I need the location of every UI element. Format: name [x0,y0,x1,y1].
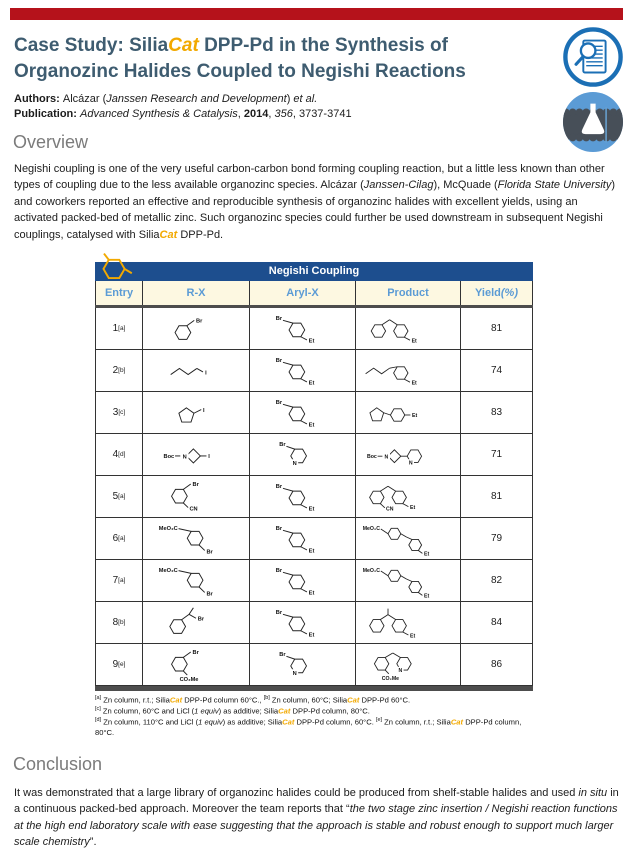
rx-structure-cell [143,392,250,433]
svg-text:N: N [292,671,297,678]
col-header-rx: R-X [143,281,250,305]
svg-text:Et: Et [308,380,314,387]
authors-line: Authors: Alcázar (Janssen Research and Development) et al. [14,93,318,105]
conclusion-heading: Conclusion [13,754,103,774]
col-header-product: Product [356,281,461,305]
svg-text:N: N [292,461,297,468]
structure-p6 [356,563,460,598]
svg-text:Et: Et [409,633,416,640]
yield-cell: 83 [490,407,503,418]
svg-text:CN: CN [386,506,394,513]
svg-text:Et: Et [308,590,314,597]
rx-structure-cell [143,644,250,685]
entry-cell: 9 [e] [96,644,143,685]
product-structure-cell [356,602,461,643]
structure-mbzbr [148,519,244,557]
yield-cell: 82 [490,575,503,586]
svg-text:Br: Br [206,591,213,598]
structure-p5 [356,479,460,514]
arylx-structure-cell [250,518,356,559]
svg-text:Br: Br [275,610,282,617]
structure-etphbr [255,477,351,515]
entry-cell: 8 [b] [96,602,143,643]
rx-structure-cell [143,476,250,517]
svg-text:MeO₂C: MeO₂C [362,568,381,575]
svg-text:MeO₂C: MeO₂C [362,526,381,533]
table-row [95,560,533,602]
structure-p4 [356,437,460,472]
svg-text:Boc: Boc [163,454,175,461]
col-header-yield: Yield (%) [475,287,518,299]
publication-line: Publication: Advanced Synthesis & Catalysis, 2014, 356, 3737-3741 [14,108,352,120]
svg-text:Br: Br [275,526,282,533]
svg-text:Br: Br [275,568,282,575]
col-header-entry: Entry [96,281,143,305]
structure-p3 [356,395,460,430]
svg-text:Br: Br [278,442,286,449]
structure-brpy [255,435,351,473]
structure-etphbr [255,561,351,599]
svg-text:Et: Et [308,506,314,513]
structure-cpi [148,393,244,431]
conclusion-paragraph: It was demonstrated that a large library of organozinc halides could be produced from shelf-stable halides and used in situ in a continuous packed-bed approach. Moreover the team reports that “the two stage zinc insertion / Negishi reaction functions at the high end laboratory scale with ease suggesting that the approach is stable and robust enough to support much larger scale chemistry”. [14,787,619,849]
table-row [95,644,533,686]
structure-p9 [356,647,460,682]
structure-etphbr [255,393,351,431]
arylx-structure-cell [250,476,356,517]
svg-text:Br: Br [275,358,282,365]
rx-structure-cell [143,602,250,643]
product-structure-cell [356,476,461,517]
arylx-structure-cell [250,350,356,391]
table-divider-bottom [95,686,533,691]
svg-text:Boc: Boc [366,454,377,461]
rx-structure-cell [143,560,250,601]
svg-text:Br: Br [197,616,205,623]
top-accent-bar [10,8,623,20]
product-structure-cell [356,434,461,475]
svg-text:N: N [182,454,187,461]
svg-text:MeO₂C: MeO₂C [158,568,178,575]
table-header-row [95,281,533,305]
structure-etphbr [255,309,351,347]
svg-text:I: I [202,408,205,415]
yield-cell: 71 [490,449,503,460]
yield-cell: 81 [490,323,503,334]
product-structure-cell [356,350,461,391]
svg-text:Et: Et [411,380,417,387]
structure-mbzbr [148,561,244,599]
product-structure-cell [356,560,461,601]
structure-brpy [255,645,351,683]
arylx-structure-cell [250,644,356,685]
product-structure-cell [356,308,461,349]
table-row [95,602,533,644]
arylx-structure-cell [250,434,356,475]
product-structure-cell [356,518,461,559]
product-structure-cell [356,644,461,685]
table-body [95,308,533,686]
yield-cell: 81 [490,491,503,502]
structure-etphbr [255,603,351,641]
svg-text:I: I [208,454,210,461]
svg-text:CO₂Me: CO₂Me [381,675,400,682]
svg-text:CN: CN [189,506,198,513]
product-structure-cell [356,392,461,433]
svg-text:Et: Et [411,412,418,419]
entry-cell: 3 [c] [96,392,143,433]
arylx-structure-cell [250,308,356,349]
yield-cell: 74 [490,365,503,376]
arylx-structure-cell [250,560,356,601]
entry-cell: 6 [a] [96,518,143,559]
structure-cnbnbr [148,477,244,515]
entry-cell: 5 [a] [96,476,143,517]
svg-text:Et: Et [308,422,314,429]
rx-structure-cell [143,308,250,349]
svg-text:Br: Br [192,482,199,489]
svg-text:Et: Et [409,504,416,511]
table-title: Negishi Coupling [268,265,360,277]
rx-structure-cell [143,350,250,391]
svg-text:N: N [398,668,403,675]
structure-etphbr [255,351,351,389]
table-row [95,392,533,434]
svg-text:N: N [384,454,389,461]
structure-pebr [148,603,244,641]
entry-cell: 2 [b] [96,350,143,391]
entry-cell: 1 [a] [96,308,143,349]
structure-bui [148,351,244,389]
svg-text:Br: Br [206,549,213,556]
hexagon-molecule-icon [91,251,139,283]
table-row [95,434,533,476]
entry-cell: 4 [d] [96,434,143,475]
rx-structure-cell [143,518,250,559]
table-row [95,518,533,560]
table-footnotes: [a] Zn column, r.t.; SiliaCat DPP-Pd column 60°C., [b] Zn column, 60°C; SiliaCat DPP-Pd 60°C. [c] Zn column, 60°C and LiCl (1 equiv) as additive; SiliaCat DPP-Pd column, 80°C. [d] Zn column, 110°C and LiCl (1 equiv) as additive; SiliaCat DPP-Pd column, 60°C. [e] Zn column, r.t.; SiliaCat DPP-Pd column, 80°C. [95,695,522,737]
svg-text:Et: Et [308,338,314,345]
table-row [95,350,533,392]
structure-bocazi [148,435,244,473]
overview-paragraph: Negishi coupling is one of the very useful carbon-carbon bond forming coupling reaction, but a little less known than other types of coupling due to the less available organozinc species. Alcázar (Janssen-Cilag), McQuade (Florida State University) and coworkers reported an effective and reproducible synthesis of organozinc halides with excellent yields, using an activated packed-bed of metallic zinc. Such organozinc species could further be used downstream in subsequent Negishi couplings, catalysed with SiliaCat DPP-Pd. [14,163,616,241]
svg-text:Et: Et [411,338,417,345]
structure-p2 [356,353,460,388]
page-title: Case Study: SiliaCat DPP-Pd in the Synthesis of Organozinc Halides Coupled to Negishi Reactions [14,35,466,82]
svg-text:Br: Br [196,318,203,325]
structure-etphbr [255,519,351,557]
table-row [95,476,533,518]
yield-cell: 79 [490,533,503,544]
structure-p8 [356,605,460,640]
entry-cell: 7 [a] [96,560,143,601]
rx-structure-cell [143,434,250,475]
yield-cell: 86 [490,659,503,670]
svg-text:CO₂Me: CO₂Me [179,677,199,684]
negishi-coupling-table [95,262,533,737]
svg-text:Et: Et [308,548,314,555]
yield-cell: 84 [490,617,503,628]
svg-text:Et: Et [423,551,430,557]
flask-gear-icon [562,91,624,153]
svg-text:Et: Et [308,632,314,639]
document-magnifier-icon [562,26,624,88]
arylx-structure-cell [250,602,356,643]
table-row [95,308,533,350]
svg-text:Br: Br [192,650,199,657]
svg-text:Et: Et [423,593,430,599]
table-title-bar [95,262,533,281]
overview-heading: Overview [13,132,89,152]
svg-text:N: N [408,460,413,467]
svg-text:Br: Br [275,316,282,323]
col-header-arylx: Aryl-X [250,281,356,305]
structure-p6 [356,521,460,556]
structure-bnbr [148,309,244,347]
svg-text:Br: Br [275,400,282,407]
svg-text:I: I [205,370,207,377]
svg-text:Br: Br [275,484,282,491]
structure-p1 [356,311,460,346]
svg-text:MeO₂C: MeO₂C [158,526,178,533]
structure-cmbnbr [148,645,244,683]
svg-text:Br: Br [278,652,286,659]
arylx-structure-cell [250,392,356,433]
